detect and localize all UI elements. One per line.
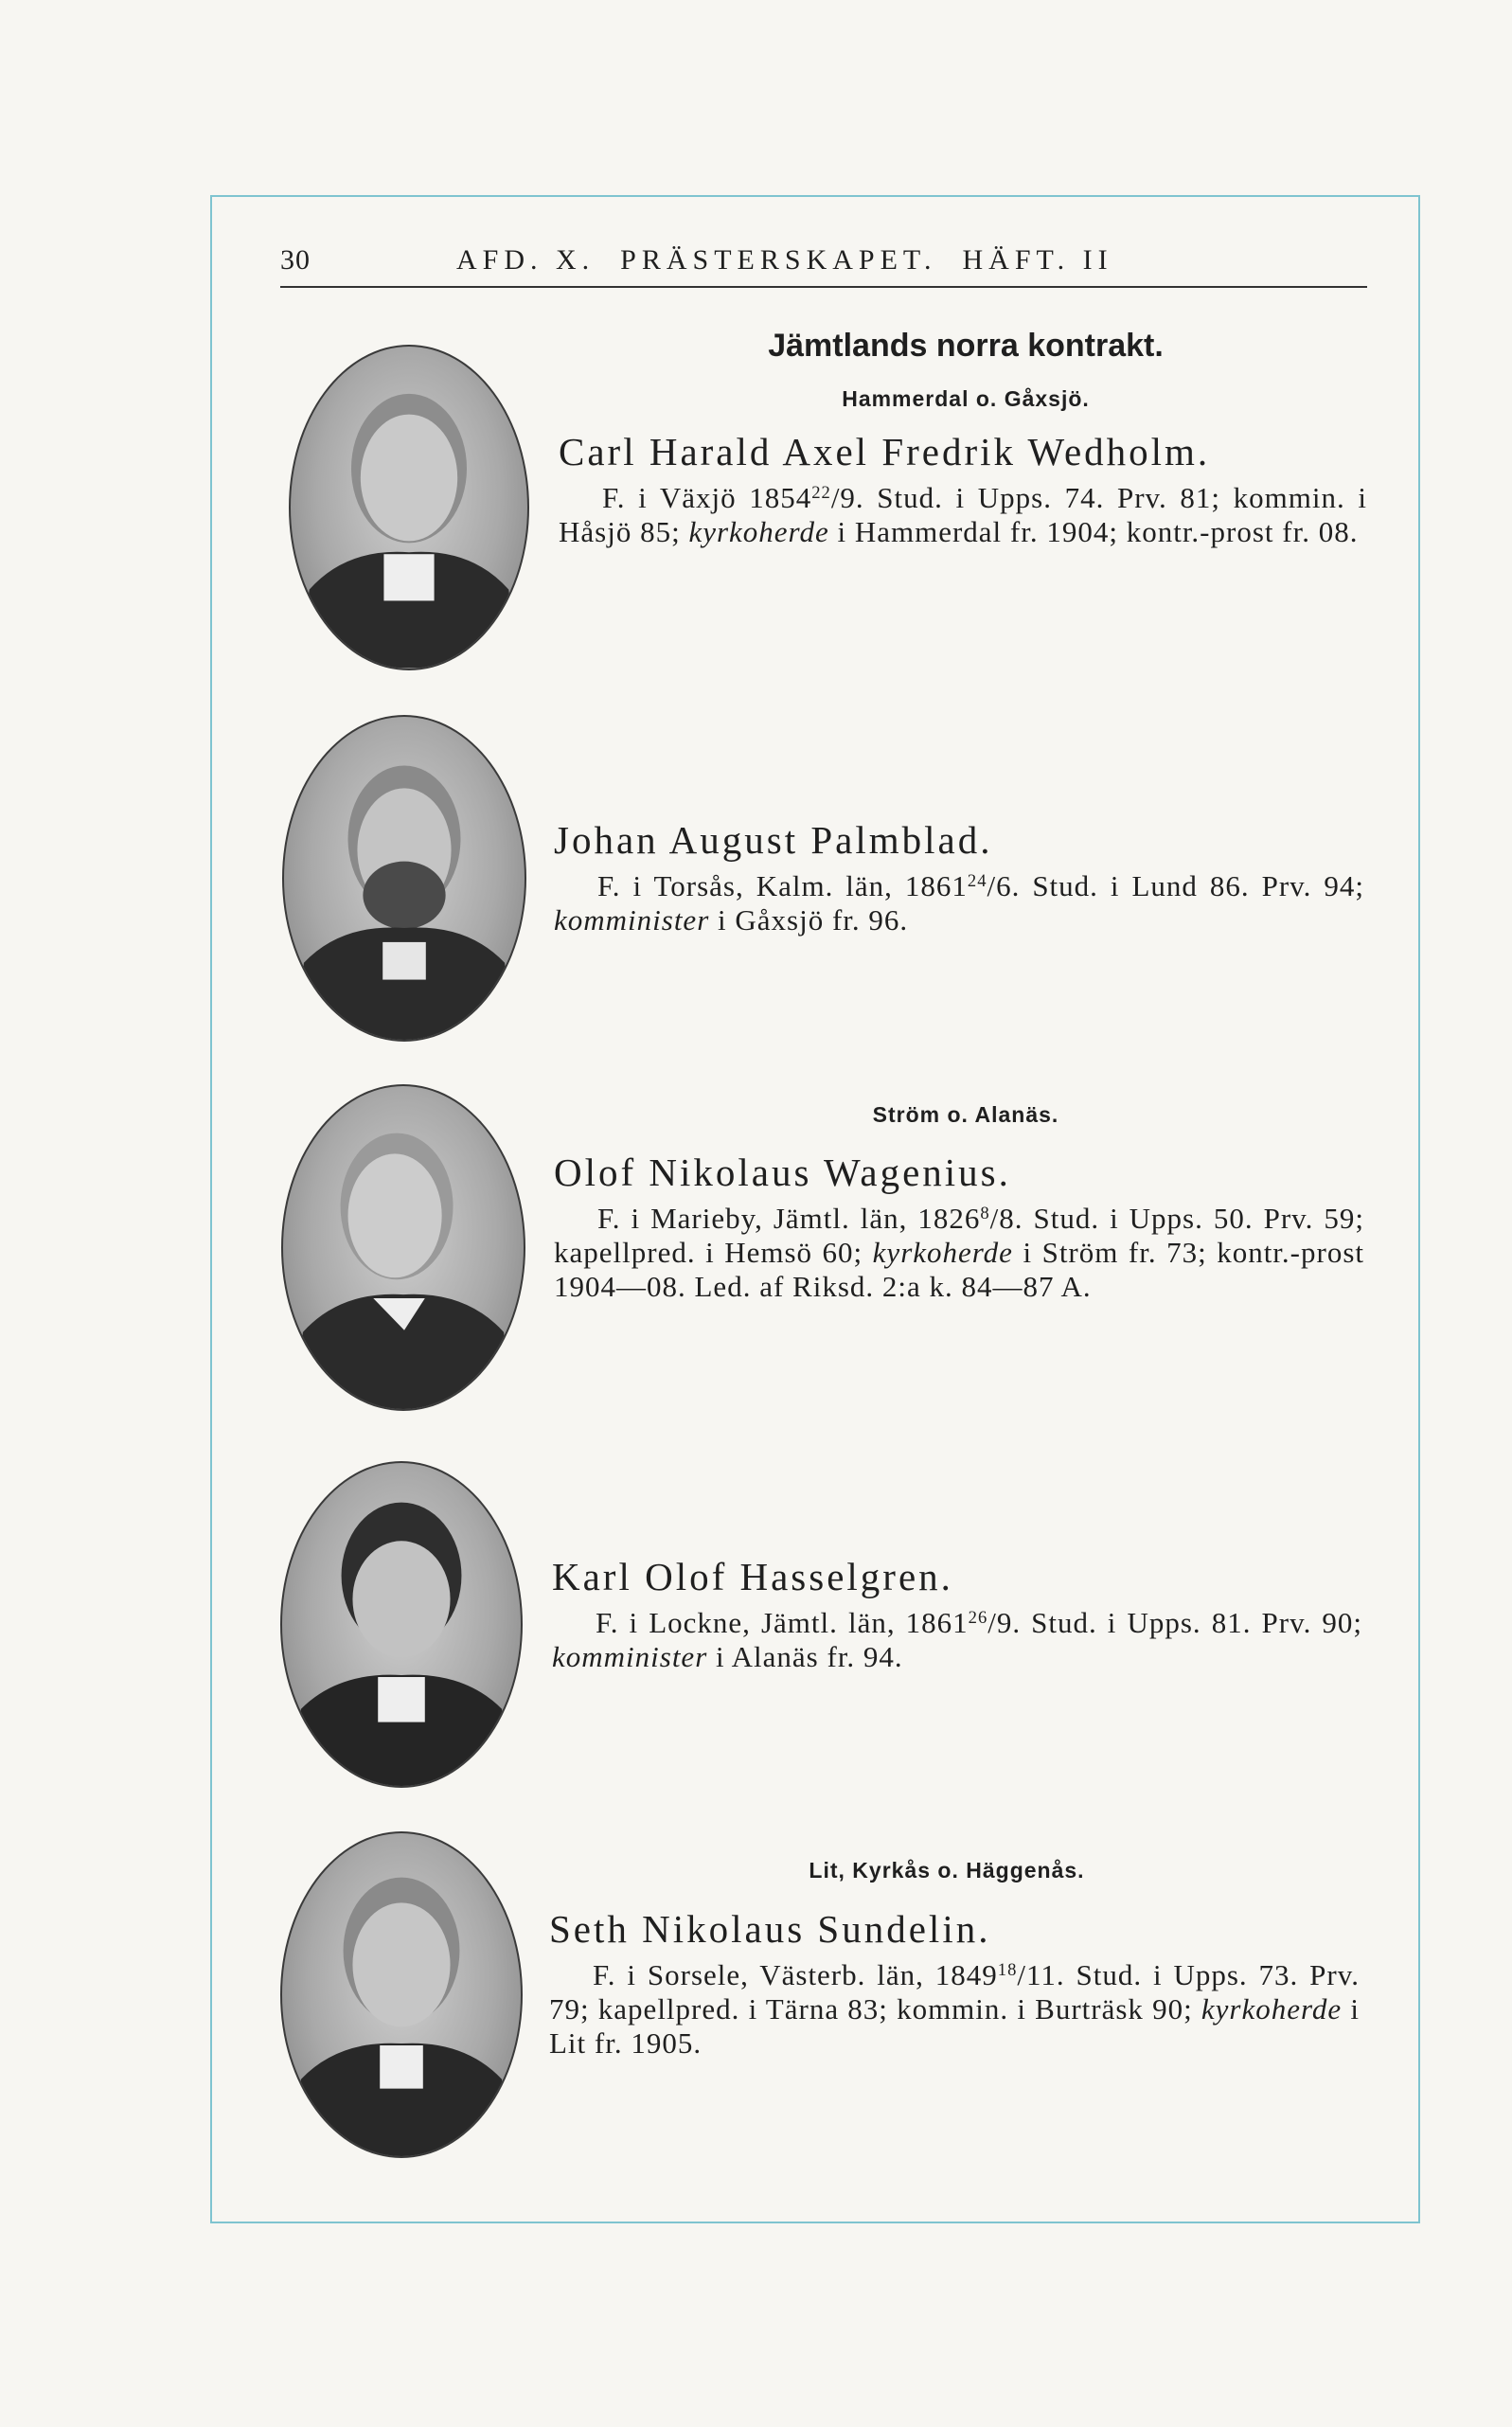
- person-name: Olof Nikolaus Wagenius.: [554, 1151, 1011, 1194]
- portrait-wedholm: [289, 345, 529, 670]
- person-bio: F. i Marieby, Jämtl. län, 1826$^8$/8. Stud. i Upps. 50. Prv. 59; kapellpred. i Hemsö 60; kyrkoherde i Ström fr. 73; kontr.-prost 1904—08. Led. af Riksd. 2:a k. 84—87 A.: [554, 1202, 1364, 1303]
- portrait-wagenius: [281, 1084, 525, 1411]
- portrait-palmblad: [282, 715, 526, 1042]
- page-number: 30: [280, 244, 311, 276]
- parish-heading-1: Hammerdal o. Gåxsjö.: [842, 386, 1090, 411]
- parish-heading-2: Ström o. Alanäs.: [872, 1102, 1059, 1127]
- person-bio: F. i Sorsele, Västerb. län, 1849$^{18}$/11. Stud. i Upps. 73. Prv. 79; kapellpred. i Tärna 83; kommin. i Burträsk 90; kyrkoherde i Lit fr. 1905.: [549, 1958, 1360, 2060]
- running-title: AFD. X. PRÄSTERSKAPET. HÄFT. II: [456, 244, 1113, 276]
- entry-hasselgren: [552, 1553, 1362, 1674]
- portrait-silhouette-icon: [282, 1463, 521, 1786]
- person-bio: F. i Växjö 1854$^{22}$/9. Stud. i Upps. 74. Prv. 81; kommin. i Håsjö 85; kyrkoherde i Hammerdal fr. 1904; kontr.-prost fr. 08.: [559, 481, 1367, 548]
- entry-palmblad: [554, 816, 1364, 937]
- parish-heading-3: Lit, Kyrkås o. Häggenås.: [809, 1858, 1085, 1883]
- district-heading: Jämtlands norra kontrakt.: [768, 328, 1164, 364]
- person-bio: F. i Torsås, Kalm. län, 1861$^{24}$/6. Stud. i Lund 86. Prv. 94; komminister i Gåxsjö fr. 96.: [554, 869, 1364, 937]
- person-name: Carl Harald Axel Fredrik Wedholm.: [559, 430, 1211, 473]
- entry-wagenius: [554, 1149, 1364, 1304]
- portrait-silhouette-icon: [284, 717, 525, 1040]
- person-name: Seth Nikolaus Sundelin.: [549, 1907, 991, 1951]
- portrait-hasselgren: [280, 1461, 523, 1788]
- person-name: Johan August Palmblad.: [554, 818, 993, 862]
- entry-sundelin: [549, 1905, 1360, 2061]
- person-name: Karl Olof Hasselgren.: [552, 1555, 953, 1598]
- portrait-sundelin: [280, 1831, 523, 2158]
- entry-wedholm: [559, 428, 1367, 549]
- person-bio: F. i Lockne, Jämtl. län, 1861$^{26}$/9. Stud. i Upps. 81. Prv. 90; komminister i Alanäs fr. 94.: [552, 1606, 1363, 1673]
- portrait-silhouette-icon: [291, 347, 527, 669]
- portrait-silhouette-icon: [282, 1833, 521, 2156]
- portrait-silhouette-icon: [283, 1086, 524, 1409]
- running-head: [280, 241, 1367, 288]
